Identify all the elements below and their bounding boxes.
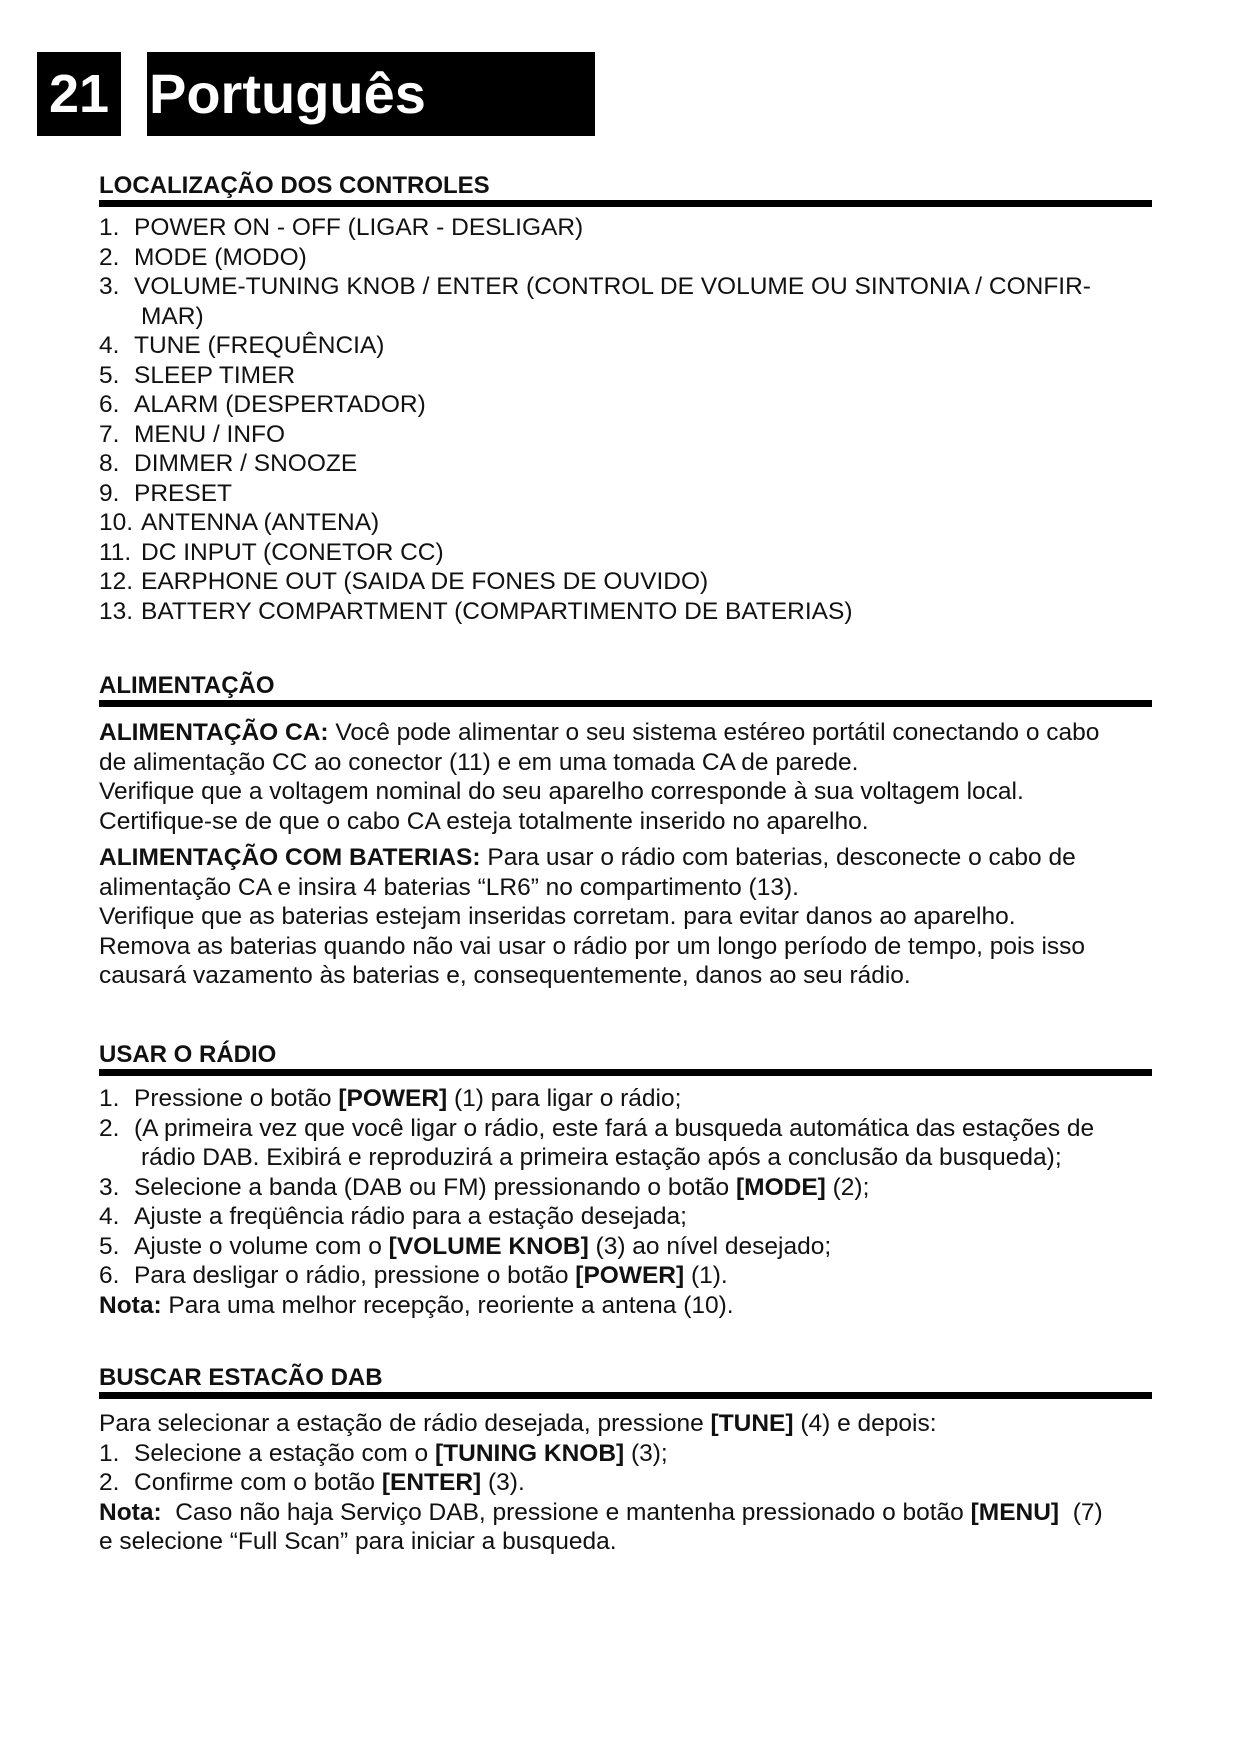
list-text: BATTERY COMPARTMENT (COMPARTIMENTO DE BATERIAS) — [141, 597, 853, 625]
list-item-continuation: rádio DAB. Exibirá e reproduzirá a primeira estação após a conclusão da busqueda); — [141, 1144, 1062, 1171]
controls-list — [99, 213, 1152, 626]
controls-list-item — [99, 361, 1152, 391]
list-number: 13. — [99, 597, 134, 625]
list-item: 3. Selecione a banda (DAB ou FM) pressionando o botão [MODE] (2); — [99, 1173, 870, 1201]
language-title: Português — [147, 52, 595, 136]
controls-list-item — [99, 272, 1152, 302]
controls-list-item — [99, 479, 1152, 509]
list-number: 6. — [99, 391, 120, 418]
list-item: 6. Para desligar o rádio, pressione o botão [POWER] (1). — [99, 1262, 728, 1289]
controls-list-item — [99, 567, 1152, 597]
section-heading: USAR O RÁDIO — [99, 1041, 1152, 1076]
controls-list-item — [99, 420, 1152, 450]
list-number: 2. — [99, 243, 120, 271]
dab-section — [99, 1364, 1152, 1557]
ac-power-text: Verifique que a voltagem nominal do seu aparelho corresponde à sua voltagem local. — [99, 778, 1024, 805]
list-number: 9. — [99, 479, 120, 507]
ac-power-label: ALIMENTAÇÃO CA: — [99, 719, 329, 746]
radio-note: Nota: Para uma melhor recepção, reoriente a antena (10). — [99, 1291, 734, 1319]
ac-power-paragraph — [99, 718, 1152, 836]
list-item: 4. Ajuste a freqüência rádio para a estação desejada; — [99, 1203, 687, 1230]
list-number: 4. — [99, 332, 120, 359]
list-text: DC INPUT (CONETOR CC) — [141, 538, 444, 566]
list-text: PRESET — [134, 479, 233, 507]
section-heading: LOCALIZAÇÃO DOS CONTROLES — [99, 172, 1152, 207]
list-item: 2. (A primeira vez que você ligar o rádio, este fará a busqueda automática das estações de — [99, 1114, 1095, 1142]
list-number: 1. — [99, 214, 120, 241]
dab-steps — [99, 1409, 1152, 1557]
list-text: POWER ON - OFF (LIGAR - DESLIGAR) — [134, 214, 584, 241]
list-number: 12. — [99, 568, 134, 595]
dab-note-continuation: e selecione “Full Scan” para iniciar a busqueda. — [99, 1528, 617, 1555]
list-text: SLEEP TIMER — [134, 361, 296, 389]
controls-list-item — [99, 331, 1152, 361]
list-number: 10. — [99, 509, 134, 536]
list-text: MENU / INFO — [134, 420, 286, 448]
ac-power-text: de alimentação CC ao conector (11) e em uma tomada CA de parede. — [99, 748, 859, 776]
battery-power-paragraph — [99, 843, 1152, 991]
list-number: 5. — [99, 361, 120, 389]
battery-power-text: Para usar o rádio com baterias, desconecte o cabo de — [480, 844, 1076, 871]
radio-steps — [99, 1084, 1152, 1320]
dab-note: Nota: Caso não haja Serviço DAB, pressione e mantenha pressionado o botão [MENU] (7) — [99, 1498, 1103, 1526]
list-text: VOLUME-TUNING KNOB / ENTER (CONTROL DE VOLUME OU SINTONIA / CONFIR- — [134, 273, 1091, 300]
controls-list-item — [99, 508, 1152, 538]
battery-power-text: Verifique que as baterias estejam inseridas corretam. para evitar danos ao aparelho. — [99, 903, 1016, 930]
list-text: EARPHONE OUT (SAIDA DE FONES DE OUVIDO) — [141, 568, 709, 595]
controls-list-item — [99, 449, 1152, 479]
controls-list-item-continuation: MAR) — [141, 302, 204, 330]
controls-list-item — [99, 213, 1152, 243]
section-heading: BUSCAR ESTACÃO DAB — [99, 1364, 1152, 1399]
list-number: 7. — [99, 420, 120, 448]
radio-section — [99, 1041, 1152, 1320]
list-item: 2. Confirme com o botão [ENTER] (3). — [99, 1469, 525, 1496]
page-number-badge: 21 — [37, 52, 121, 136]
list-text: ALARM (DESPERTADOR) — [134, 391, 426, 418]
dab-intro: Para selecionar a estação de rádio desejada, pressione [TUNE] (4) e depois: — [99, 1410, 937, 1437]
battery-power-label: ALIMENTAÇÃO COM BATERIAS: — [99, 844, 481, 871]
list-item: 1. Pressione o botão [POWER] (1) para ligar o rádio; — [99, 1085, 682, 1112]
battery-power-text: causará vazamento às baterias e, consequentemente, danos ao seu rádio. — [99, 962, 911, 989]
controls-list-item — [99, 538, 1152, 568]
power-section — [99, 672, 1152, 991]
controls-list-item — [99, 243, 1152, 273]
ac-power-text: Certifique-se de que o cabo CA esteja totalmente inserido no aparelho. — [99, 807, 869, 835]
list-text: MODE (MODO) — [134, 243, 307, 271]
ac-power-text: Você pode alimentar o seu sistema estéreo portátil conectando o cabo — [328, 719, 1100, 746]
list-text: ANTENNA (ANTENA) — [141, 509, 380, 536]
list-item: 1. Selecione a estação com o [TUNING KNOB] (3); — [99, 1439, 668, 1467]
list-number: 3. — [99, 273, 120, 300]
list-item: 5. Ajuste o volume com o [VOLUME KNOB] (3) ao nível desejado; — [99, 1232, 832, 1260]
controls-list-item — [99, 390, 1152, 420]
battery-power-text: alimentação CA e insira 4 baterias “LR6” no compartimento (13). — [99, 873, 799, 901]
controls-section — [99, 172, 1152, 626]
list-text: TUNE (FREQUÊNCIA) — [134, 332, 385, 359]
list-text: DIMMER / SNOOZE — [134, 450, 358, 477]
list-number: 11. — [99, 538, 132, 566]
list-number: 8. — [99, 450, 120, 477]
controls-list-item — [99, 597, 1152, 627]
battery-power-text: Remova as baterias quando não vai usar o rádio por um longo período de tempo, pois isso — [99, 932, 1086, 960]
section-heading: ALIMENTAÇÃO — [99, 672, 1152, 707]
